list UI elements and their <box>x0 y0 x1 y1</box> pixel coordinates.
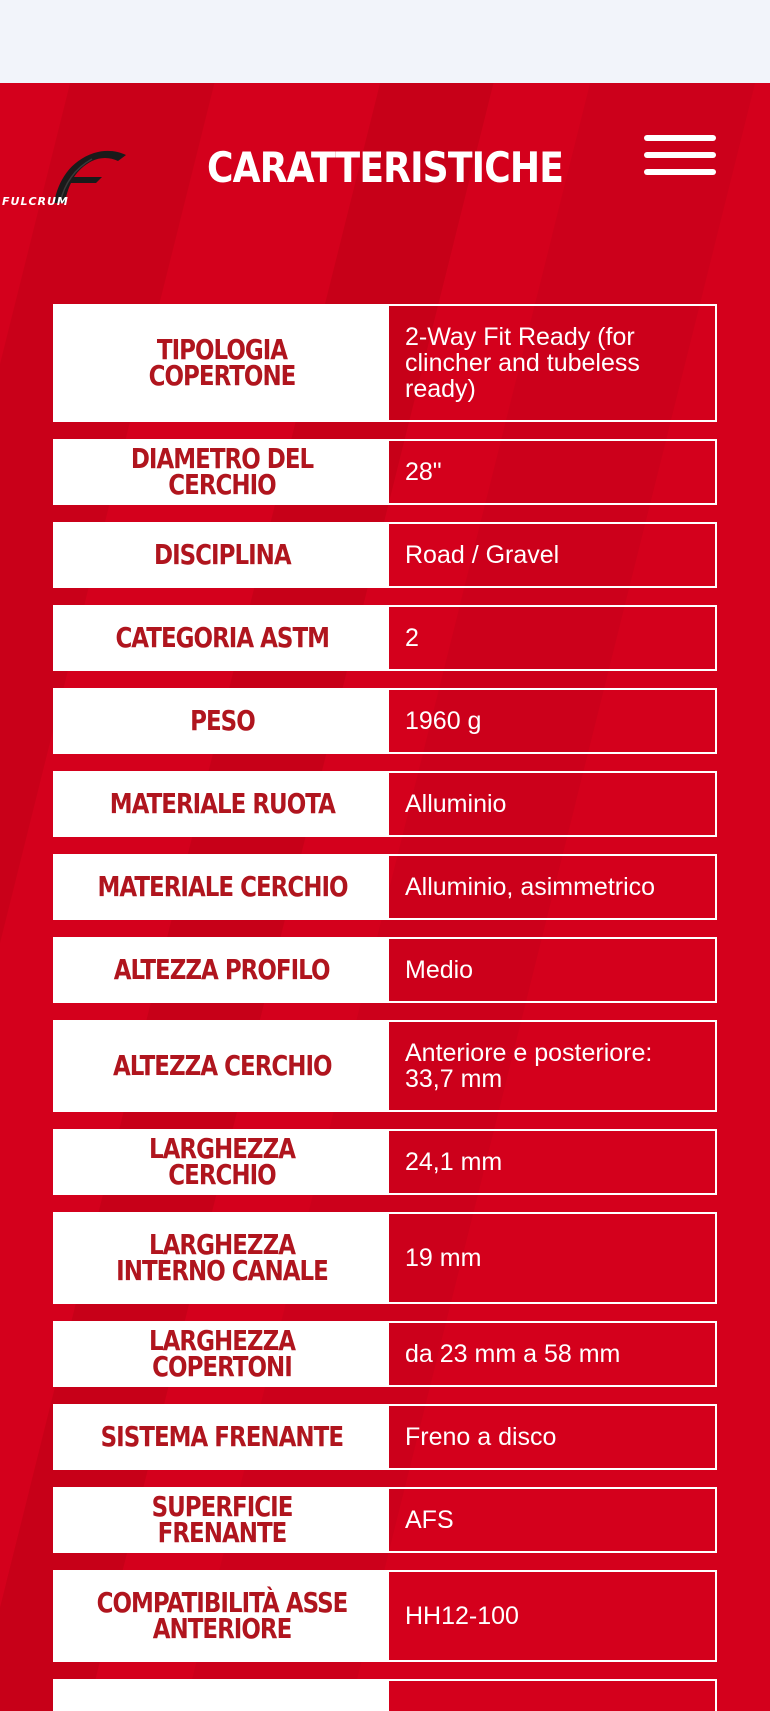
spec-label: SUPERFICIE FRENANTE <box>55 1489 389 1551</box>
spec-row <box>53 771 717 837</box>
spec-value: Alluminio, asimmetrico <box>405 873 656 901</box>
browser-top-bar <box>0 0 770 83</box>
spec-row-partial <box>53 1679 717 1711</box>
spec-value: 2-Way Fit Ready (for clincher and tubeless ready) <box>405 323 640 403</box>
spec-label: TIPOLOGIA COPERTONE <box>55 306 389 420</box>
specs-section <box>0 83 770 1711</box>
spec-value: da 23 mm a 58 mm <box>405 1340 621 1368</box>
menu-bar-icon <box>644 169 716 175</box>
spec-label: LARGHEZZA COPERTONI <box>55 1323 389 1385</box>
spec-label: SISTEMA FRENANTE <box>55 1406 389 1468</box>
spec-label: COMPATIBILITÀ ASSE ANTERIORE <box>55 1572 389 1660</box>
spec-value: 1960 g <box>405 707 482 735</box>
spec-row <box>53 688 717 754</box>
spec-value: Anteriore e posteriore: 33,7 mm <box>405 1039 653 1093</box>
page-title: CARATTERISTICHE <box>206 143 564 192</box>
menu-bar-icon <box>644 135 716 141</box>
spec-label <box>55 1681 389 1711</box>
spec-row <box>53 439 717 505</box>
spec-row <box>53 1487 717 1553</box>
spec-label: PESO <box>55 690 389 752</box>
spec-row <box>53 522 717 588</box>
specs-table <box>53 304 717 1711</box>
spec-value: 28" <box>405 458 442 486</box>
spec-row <box>53 1570 717 1662</box>
spec-value: AFS <box>405 1506 454 1534</box>
spec-value: 2 <box>405 624 419 652</box>
spec-value: Alluminio <box>405 790 507 818</box>
spec-label: DISCIPLINA <box>55 524 389 586</box>
spec-label: LARGHEZZA INTERNO CANALE <box>55 1214 389 1302</box>
spec-label: MATERIALE RUOTA <box>55 773 389 835</box>
spec-value: HH12-100 <box>405 1602 519 1630</box>
spec-label: LARGHEZZA CERCHIO <box>55 1131 389 1193</box>
spec-row <box>53 1321 717 1387</box>
spec-row <box>53 304 717 422</box>
spec-row <box>53 937 717 1003</box>
logo-wordmark: FULCRUM <box>2 195 69 208</box>
spec-value: 19 mm <box>405 1244 482 1272</box>
spec-row <box>53 1212 717 1304</box>
spec-label: DIAMETRO DEL CERCHIO <box>55 441 389 503</box>
spec-row <box>53 1020 717 1112</box>
spec-row <box>53 605 717 671</box>
spec-label: ALTEZZA PROFILO <box>55 939 389 1001</box>
spec-label: ALTEZZA CERCHIO <box>55 1022 389 1110</box>
menu-bar-icon <box>644 152 716 158</box>
spec-value <box>389 1681 715 1711</box>
spec-row <box>53 854 717 920</box>
spec-row <box>53 1129 717 1195</box>
hamburger-menu-button[interactable] <box>644 135 718 183</box>
spec-value: Freno a disco <box>405 1423 557 1451</box>
spec-label: CATEGORIA ASTM <box>55 607 389 669</box>
spec-value: 24,1 mm <box>405 1148 503 1176</box>
spec-label: MATERIALE CERCHIO <box>55 856 389 918</box>
spec-value: Medio <box>405 956 474 984</box>
spec-value: Road / Gravel <box>405 541 560 569</box>
spec-row <box>53 1404 717 1470</box>
